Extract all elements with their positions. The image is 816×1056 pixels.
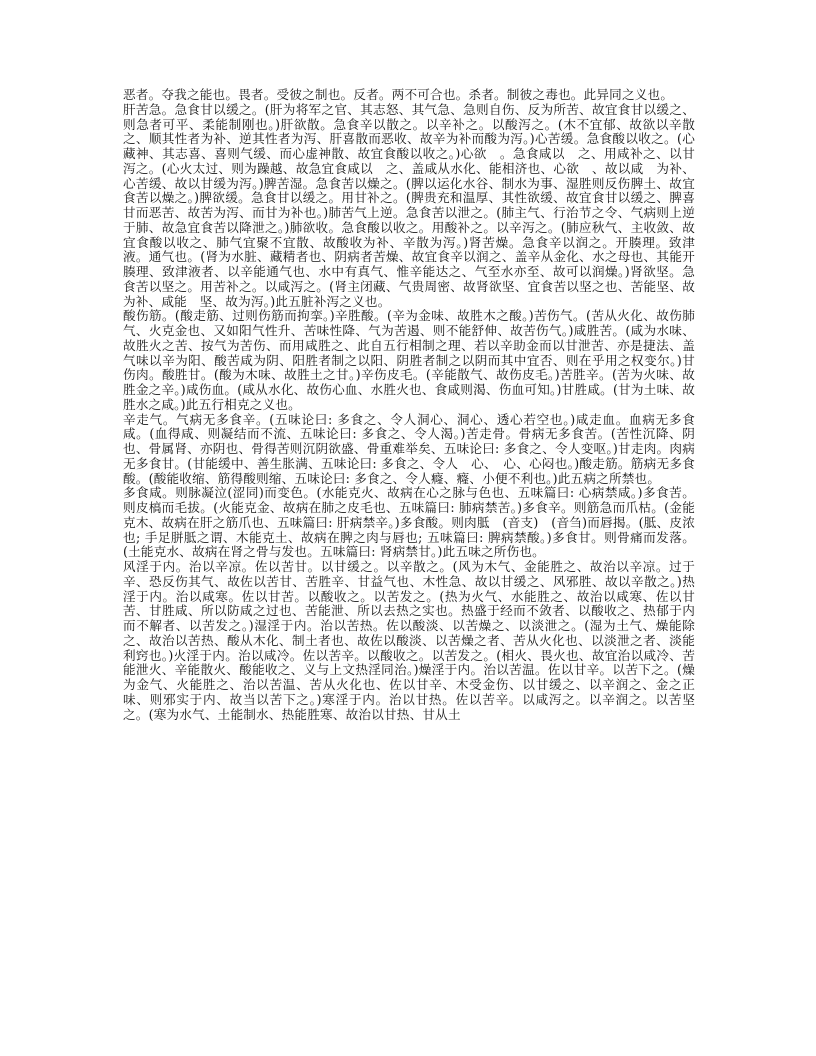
paragraph: 恶者。夺我之能也。畏者。受彼之制也。反者。两不可合也。杀者。制彼之毒也。此异同之义也。 <box>123 87 674 102</box>
paragraph: 酸伤筋。(酸走筋、过则伤筋而拘挛。)辛胜酸。(辛为金味、故胜木之酸。)苦伤气。(苦从火化、故伤肺气、火克金也、又如阳气性升、苦味性降、气为苦遏、则不能舒伸、故苦伤气。)咸胜苦。(咸为水味、故胜火之苦、按气为苦伤、而用咸胜之、此自五行相制之理、若以辛助金而以甘泄苦、亦是捷法、盖气味以辛为阳、酸苦咸为阴、阳胜者制之以阳、阴胜者制之以阴而其中宜否、则在乎用之权变尔。)甘伤肉。酸胜甘。(酸为木味、故胜土之甘。)辛伤皮毛。(辛能散气、故伤皮毛。)苦胜辛。(苦为火味、故胜金之辛。)咸伤血。(咸从水化、故伤心血、水胜火也、食咸则渴、伤血可知。)甘胜咸。(甘为土味、故胜水之咸。)此五行相克之义也。 <box>123 308 695 412</box>
paragraph: 风淫于内。治以辛凉。佐以苦甘。以甘缓之。以辛散之。(风为木气、金能胜之、故治以辛凉。过于辛、恐反伤其气、故佐以苦甘、苦胜辛、甘益气也、木性急、故以甘缓之、风邪胜、故以辛散之。)热淫于内。治以咸寒。佐以甘苦。以酸收之。以苦发之。(热为火气、水能胜之、故治以咸寒、佐以甘苦、甘胜咸、所以防咸之过也、苦能泄、所以去热之实也。热盛于经而不敛者、以酸收之、热郁于内而不解者、以苦发之。)湿淫于内。治以苦热。佐以酸淡、以苦燥之、以淡泄之。(湿为土气、燥能除之、故治以苦热、酸从木化、制土者也、故佐以酸淡、以苦燥之者、苦从火化也、以淡泄之者、淡能利窍也。)火淫于内。治以咸冷。佐以苦辛。以酸收之。以苦发之。(相火、畏火也、故宜治以咸冷、苦能泄火、辛能散火、酸能收之、义与上文热淫同治。)燥淫于内。治以苦温。佐以甘辛。以苦下之。(燥为金气、火能胜之、治以苦温、苦从火化也、佐以甘辛、木受金伤、以甘缓之、以辛润之、金之正味、则邪实于内、故当以苦下之。)寒淫于内。治以甘热。佐以苦辛。以咸泻之。以辛润之。以苦坚之。(寒为水气、土能制水、热能胜寒、故治以甘热、甘从土 <box>123 559 695 722</box>
paragraph: 多食咸。则脉凝泣(涩同)而变色。(水能克火、故病在心之脉与色也、五味篇曰: 心病禁咸。)多食苦。则皮槁而毛拔。(火能克金、故病在肺之皮毛也、五味篇曰: 肺病禁苦。)多食辛。则筋急而爪枯。(金能克木、故病在肝之筋爪也、五味篇曰: 肝病禁辛。)多食酸。则肉胝 (音支) (音刍)而唇揭。(胝、皮浓也; 手足胼胝之谓、木能克土、故病在脾之肉与唇也; 五味篇曰: 脾病禁酸。)多食甘。则骨痛而发落。(土能克水、故病在肾之骨与发也。五味篇曰: 肾病禁甘。)此五味之所伤也。 <box>123 485 695 560</box>
text-block <box>123 88 695 722</box>
paragraph: 肝苦急。急食甘以缓之。(肝为将军之官、其志怒、其气急、急则自伤、反为所苦、故宜食甘以缓之、则急者可平、柔能制刚也。)肝欲散。急食辛以散之。以辛补之。以酸泻之。(木不宜郁、故欲以辛散之、顺其性者为补、逆其性者为泻、肝喜散而恶收、故辛为补而酸为泻。)心苦缓。急食酸以收之。(心藏神、其志喜、喜则气缓、而心虚神散、故宜食酸以收之。)心欲 。急食咸以 之、用咸补之、以甘泻之。(心火太过、则为躁越、故急宜食咸以 之、盖咸从水化、能相济也、心欲 、故以咸 为补、心苦缓、故以甘缓为泻。)脾苦湿。急食苦以燥之。(脾以运化水谷、制水为事、湿胜则反伤脾土、故宜食苦以燥之。)脾欲缓。急食甘以缓之。用甘补之。(脾贵充和温厚、其性欲缓、故宜食甘以缓之、脾喜甘而恶苦、故苦为泻、而甘为补也。)肺苦气上逆。急食苦以泄之。(肺主气、行治节之令、气病则上逆于肺、故急宜食苦以降泄之。)肺欲收。急食酸以收之。用酸补之。以辛泻之。(肺应秋气、主收敛、故宜食酸以收之、肺气宜聚不宜散、故酸收为补、辛散为泻。)肾苦燥。急食辛以润之。开腠理。致津液。通气也。(肾为水脏、藏精者也、阴病者苦燥、故宜食辛以润之、盖辛从金化、水之母也、其能开腠理、致津液者、以辛能通气也、水中有真气、惟辛能达之、气至水亦至、故可以润燥。)肾欲坚。急食苦以坚之。用苦补之。以咸泻之。(肾主闭藏、气贵周密、故肾欲坚、宜食苦以坚之也、苦能坚、故为补、咸能 坚、故为泻。)此五脏补泻之义也。 <box>123 101 695 309</box>
paragraph: 辛走气。气病无多食辛。(五味论曰: 多食之、令人洞心、洞心、透心若空也。)咸走血。血病无多食咸。(血得咸、则凝结而不流、五味论曰: 多食之、令人渴。)苦走骨。骨病无多食苦。(苦性沉降、阴也、骨属肾、亦阴也、骨得苦则沉阴欲盛、骨重难举矣、五味论曰: 多食之、令人变呕。)甘走肉。肉病无多食甘。(甘能缓中、善生胀满、五味论曰: 多食之、令人 心、 心、心闷也。)酸走筋。筋病无多食酸。(酸能收缩、筋得酸则缩、五味论曰: 多食之、令人癃、癃、小便不利也。)此五病之所禁也。 <box>123 411 695 486</box>
